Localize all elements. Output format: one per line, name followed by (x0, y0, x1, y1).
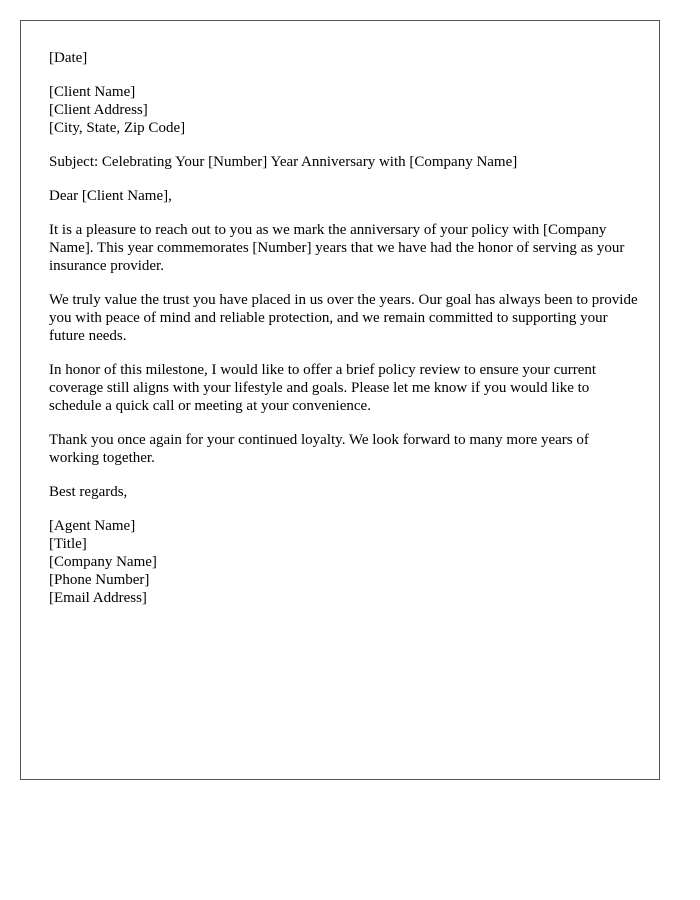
body-paragraph-2: We truly value the trust you have placed in us over the years. Our goal has always been to provide you with peace of mind and reliable protection, and we remain committed to supporting your future needs. (49, 292, 638, 344)
recipient-block (49, 83, 639, 137)
letter-subject: Subject: Celebrating Your [Number] Year Anniversary with [Company Name] (49, 154, 518, 170)
subject-block (49, 153, 639, 171)
letter-date: [Date] (49, 50, 88, 66)
letter-body (49, 49, 639, 623)
signature-title: [Title] (49, 536, 87, 552)
signature-email: [Email Address] (49, 590, 147, 606)
letter-salutation: Dear [Client Name], (49, 188, 172, 204)
recipient-address: [Client Address] (49, 102, 148, 118)
signature-agent-name: [Agent Name] (49, 518, 136, 534)
recipient-city-state-zip: [City, State, Zip Code] (49, 120, 186, 136)
recipient-name: [Client Name] (49, 84, 136, 100)
signature-block (49, 517, 639, 607)
letter-closing: Best regards, (49, 484, 128, 500)
signature-phone: [Phone Number] (49, 572, 150, 588)
body-paragraph-4: Thank you once again for your continued loyalty. We look forward to many more years of working together. (49, 432, 589, 466)
closing-block (49, 483, 639, 501)
date-block (49, 49, 639, 67)
body-paragraph-1: It is a pleasure to reach out to you as we mark the anniversary of your policy with [Company Name]. This year commemorates [Number] years that we have had the honor of serving as your insurance provider. (49, 222, 625, 274)
signature-company-name: [Company Name] (49, 554, 157, 570)
letter-page (20, 20, 660, 780)
body-paragraph-3: In honor of this milestone, I would like to offer a brief policy review to ensure your current coverage still aligns with your lifestyle and goals. Please let me know if you would like to schedule a quick call or meeting at your convenience. (49, 362, 597, 414)
salutation-block (49, 187, 639, 205)
